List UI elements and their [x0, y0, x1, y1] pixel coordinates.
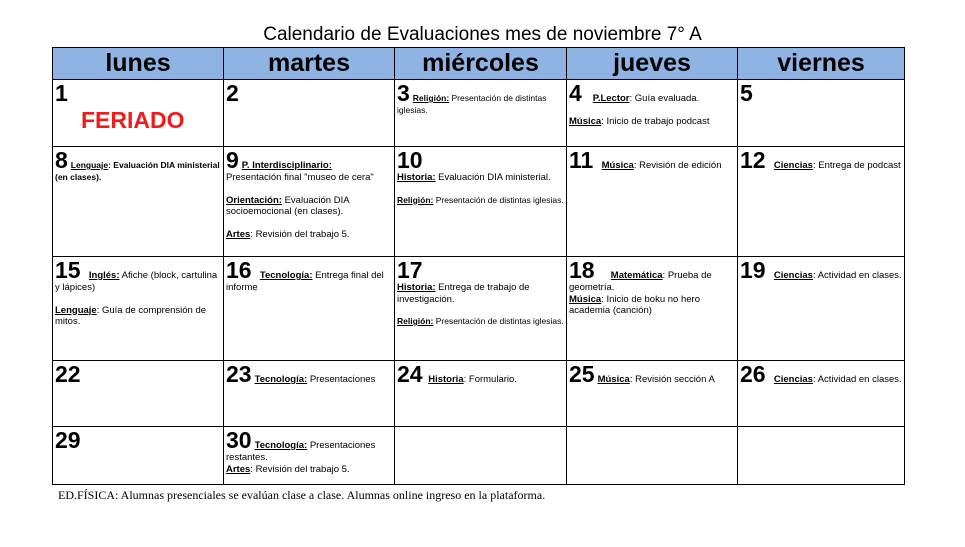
week-row	[53, 361, 905, 427]
day-cell-18	[567, 257, 738, 361]
subject-label: Religión:	[412, 93, 450, 103]
subject-label: Inglés:	[88, 270, 120, 281]
day-cell-22	[53, 361, 224, 427]
day-cell-16	[224, 257, 395, 361]
evaluation-text: : Inicio de trabajo podcast	[601, 116, 710, 127]
day-number: 16	[226, 257, 252, 283]
evaluation-text: : Revisión de edición	[633, 160, 722, 171]
evaluation-text: Presentaciones restantes.	[226, 440, 376, 463]
week-row	[53, 147, 905, 257]
evaluation-text: : Guía de comprensión de mitos.	[55, 304, 207, 327]
day-cell-5	[738, 80, 905, 147]
day-number: 2	[226, 80, 239, 106]
day-number: 19	[740, 257, 766, 283]
subject-label: Tecnología:	[254, 440, 308, 451]
subject-label: Ciencias	[773, 270, 813, 281]
subject-label: P. Interdisciplinario:	[241, 160, 332, 171]
subject-label: Historia	[428, 374, 464, 385]
subject-label: Lenguaje	[70, 160, 109, 170]
day-cell-17	[395, 257, 567, 361]
subject-label: Ciencias	[773, 374, 813, 385]
day-cell-8	[53, 147, 224, 257]
subject-label: Tecnología:	[254, 374, 308, 385]
evaluation-text: Afiche (block, cartulina y lápices)	[55, 270, 218, 293]
footnote: ED.FÍSICA: Alumnas presenciales se evalúan clase a clase. Alumnas online ingreso en la plataforma.	[58, 488, 546, 502]
subject-label: Música	[569, 293, 602, 305]
evaluation-text: : Actividad en clases.	[812, 374, 902, 385]
day-cell-24	[395, 361, 567, 427]
day-cell-4	[567, 80, 738, 147]
day-number: 11	[569, 147, 594, 173]
evaluation-text: Evaluación DIA socioemocional (en clases).	[226, 194, 350, 217]
evaluation-text: Presentación de distintas iglesias.	[433, 316, 564, 326]
empty-cell	[567, 427, 738, 485]
day-number: 26	[740, 361, 766, 387]
day-number: 23	[226, 361, 252, 387]
day-number: 15	[55, 257, 81, 283]
subject-label: Artes	[226, 463, 251, 475]
subject-label: Matemática	[610, 270, 663, 281]
subject-label: P.Lector	[592, 93, 630, 104]
evaluation-text: Entrega de trabajo de investigación.	[397, 282, 530, 305]
holiday-label: FERIADO	[81, 107, 185, 133]
day-cell-29	[53, 427, 224, 485]
subject-label: Historia:	[397, 172, 436, 183]
day-number: 29	[55, 427, 81, 453]
header-lunes: lunes	[53, 48, 224, 80]
evaluation-text: Presentaciones	[307, 374, 376, 385]
day-cell-9	[224, 147, 395, 257]
evaluation-text: : Revisión del trabajo 5.	[250, 228, 350, 240]
evaluation-text: : Revisión del trabajo 5.	[250, 463, 350, 475]
day-cell-26	[738, 361, 905, 427]
day-cell-25	[567, 361, 738, 427]
day-cell-30	[224, 427, 395, 485]
header-miercoles: miércoles	[395, 48, 567, 80]
header-viernes: viernes	[738, 48, 905, 80]
evaluation-text: : Actividad en clases.	[812, 270, 902, 281]
day-number: 8	[55, 147, 68, 173]
evaluation-text: : Guía evaluada.	[629, 93, 700, 104]
day-cell-12	[738, 147, 905, 257]
page-title: Calendario de Evaluaciones mes de noviembre 7° A	[263, 24, 702, 45]
day-number: 10	[397, 147, 423, 173]
subject-label: Tecnología:	[259, 270, 313, 281]
empty-cell	[738, 427, 905, 485]
subject-label: Música	[569, 116, 602, 127]
evaluation-calendar	[52, 47, 905, 485]
evaluation-text: Evaluación DIA ministerial.	[435, 172, 551, 183]
evaluation-text: Presentación de distintas iglesias.	[397, 93, 547, 115]
day-number: 1	[55, 80, 68, 106]
subject-label: Artes	[226, 228, 251, 240]
day-cell-15	[53, 257, 224, 361]
evaluation-text: Presentación final "museo de cera"	[226, 172, 374, 183]
day-number: 3	[397, 80, 410, 106]
subject-label: Historia:	[397, 282, 436, 293]
subject-label: Ciencias	[773, 160, 813, 171]
day-number: 5	[740, 80, 753, 106]
evaluation-text: : Formulario.	[463, 374, 517, 385]
day-cell-11	[567, 147, 738, 257]
week-row	[53, 427, 905, 485]
subject-label: Música	[601, 160, 634, 171]
empty-cell	[395, 427, 567, 485]
day-number: 9	[226, 147, 239, 173]
evaluation-text: Presentación de distintas iglesias.	[433, 194, 564, 205]
evaluation-text: : Entrega de podcast	[812, 160, 901, 171]
evaluation-text: : Prueba de geometría.	[569, 270, 712, 293]
header-jueves: jueves	[567, 48, 738, 80]
day-number: 30	[226, 427, 252, 453]
evaluation-text: Entrega final del informe	[226, 270, 384, 293]
subject-label: Música	[597, 374, 630, 385]
subject-label: Lenguaje	[55, 304, 97, 316]
day-number: 25	[569, 361, 595, 387]
day-cell-3	[395, 80, 567, 147]
subject-label: Orientación:	[226, 194, 282, 206]
day-cell-1	[53, 80, 224, 147]
evaluation-text: : Revisión sección A	[629, 374, 715, 385]
day-cell-10	[395, 147, 567, 257]
day-cell-23	[224, 361, 395, 427]
week-row	[53, 80, 905, 147]
day-cell-2	[224, 80, 395, 147]
day-number: 18	[569, 257, 595, 283]
day-number: 22	[55, 361, 81, 387]
day-number: 17	[397, 257, 423, 283]
header-martes: martes	[224, 48, 395, 80]
day-cell-19	[738, 257, 905, 361]
evaluation-text: : Inicio de boku no hero academia (canción)	[569, 293, 700, 316]
subject-label: Religión:	[397, 194, 434, 205]
subject-label: Religión:	[397, 316, 434, 326]
day-number: 24	[397, 361, 423, 387]
evaluation-text: : Evaluación DIA ministerial (en clases).	[55, 160, 220, 182]
day-number: 12	[740, 147, 766, 173]
week-row	[53, 257, 905, 361]
weekday-header-row	[53, 48, 905, 80]
day-number: 4	[569, 80, 582, 106]
